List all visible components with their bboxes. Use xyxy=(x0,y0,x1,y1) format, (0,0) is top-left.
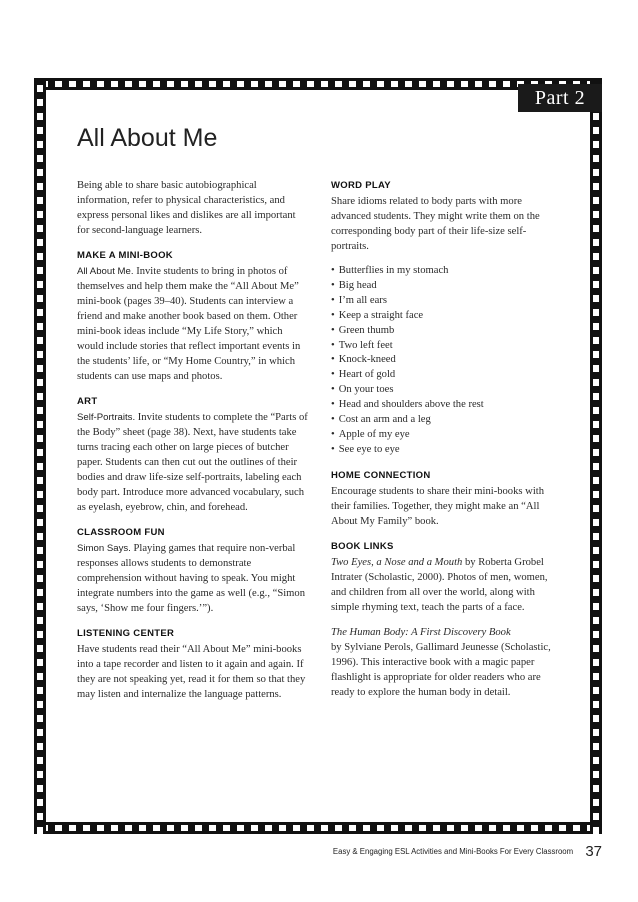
border-bottom xyxy=(34,822,602,834)
section-heading: LISTENING CENTER xyxy=(77,628,175,639)
idiom-list xyxy=(331,264,564,458)
right-column xyxy=(331,178,564,710)
section-art xyxy=(77,394,310,515)
page-title: All About Me xyxy=(77,124,218,152)
section-body: All About Me. Invite students to bring in photos of themselves and help them make the “All About Me” mini-book (pages 39–40). Students can interview a friend and make another book based on them. Other mini-book ideas include “My Life Story,” which would include stories that reflect important events in the students’ life, or “My Home Country,” in which students can use maps and photos. xyxy=(77,266,301,382)
idiom-item: • Butterflies in my stomach xyxy=(331,264,564,279)
section-mini-book xyxy=(77,248,310,384)
intro-paragraph: Being able to share basic autobiographical information, refer to physical characteristics, and express personal likes and dislikes are all important for second-language learners. xyxy=(77,180,296,236)
footer-book-title: Easy & Engaging ESL Activities and Mini-Books For Every Classroom xyxy=(332,847,574,856)
idiom-item: • Apple of my eye xyxy=(331,428,564,443)
section-heading: WORD PLAY xyxy=(331,180,391,191)
border-right xyxy=(590,78,602,834)
idiom-item: • Cost an arm and a leg xyxy=(331,413,564,428)
section-listening-center xyxy=(77,626,310,702)
page-number: 37 xyxy=(585,843,602,860)
section-heading: ART xyxy=(77,396,98,407)
book-link-entry: The Human Body: A First Discovery Book by Sylviane Perols, Gallimard Jeunesse (Scholastic, 1996). This interactive book with a magic paper flashlight is appropriate for older readers who are ready to explore the human body in detail. xyxy=(331,626,551,698)
section-heading: MAKE A MINI-BOOK xyxy=(77,250,173,261)
idiom-item: • Head and shoulders above the rest xyxy=(331,398,564,413)
section-heading: CLASSROOM FUN xyxy=(77,527,165,538)
idiom-item: • Big head xyxy=(331,279,564,294)
idiom-item: • Two left feet xyxy=(331,339,564,354)
idiom-item: • Heart of gold xyxy=(331,368,564,383)
section-home-connection xyxy=(331,468,564,529)
border-top xyxy=(34,78,602,90)
idiom-item: • Green thumb xyxy=(331,324,564,339)
section-classroom-fun xyxy=(77,525,310,616)
idiom-item: • See eye to eye xyxy=(331,443,564,458)
section-book-links xyxy=(331,539,564,700)
section-lead: Self-Portraits. xyxy=(77,412,136,423)
section-body: Encourage students to share their mini-books with their families. Together, they might make an “All About My Family” book. xyxy=(331,485,545,527)
part-label: Part 2 xyxy=(518,84,602,112)
left-column xyxy=(77,178,310,712)
idiom-item: • Keep a straight face xyxy=(331,309,564,324)
book-title: Two Eyes, a Nose and a Mouth xyxy=(331,556,463,568)
section-body: Simon Says. Playing games that require non-verbal responses allows students to demonstrate comprehension without having to speak. You might integrate numbers into the game as well (e.g., “Simon says, ‘Show me four fingers.’”). xyxy=(77,543,305,614)
section-lead: All About Me. xyxy=(77,266,134,277)
section-body: Have students read their “All About Me” mini-books into a tape recorder and listen to it again and again. If they are not speaking yet, read it for them so that they may listen and internalize the language patterns. xyxy=(77,644,306,700)
idiom-item: • I’m all ears xyxy=(331,294,564,309)
section-lead: Simon Says. xyxy=(77,543,131,554)
section-body: Share idioms related to body parts with more advanced students. They might write them on the corresponding body part of their life-size self-portraits. xyxy=(331,196,540,252)
section-heading: HOME CONNECTION xyxy=(331,469,431,481)
idiom-item: • Knock-kneed xyxy=(331,353,564,368)
page-footer xyxy=(333,843,602,860)
section-word-play xyxy=(331,178,564,458)
section-heading: BOOK LINKS xyxy=(331,540,394,552)
book-title: The Human Body: A First Discovery Book xyxy=(331,626,511,638)
border-left xyxy=(34,78,46,834)
section-body: Self-Portraits. Invite students to complete the “Parts of the Body” sheet (page 38). Next, have students take turns tracing each other on large pieces of butcher paper. Students can then cut out the outlines of their bodies and draw life-size self-portraits, labeling each body part. Introduce more advanced vocabulary, such as eyelash, eyebrow, chin, and forehead. xyxy=(77,412,308,513)
idiom-item: • On your toes xyxy=(331,383,564,398)
book-link-entry: Two Eyes, a Nose and a Mouth by Roberta Grobel Intrater (Scholastic, 2000). Photos of men, women, and children from all over the world, along with simple rhyming text, teach the parts of a face. xyxy=(331,556,548,613)
